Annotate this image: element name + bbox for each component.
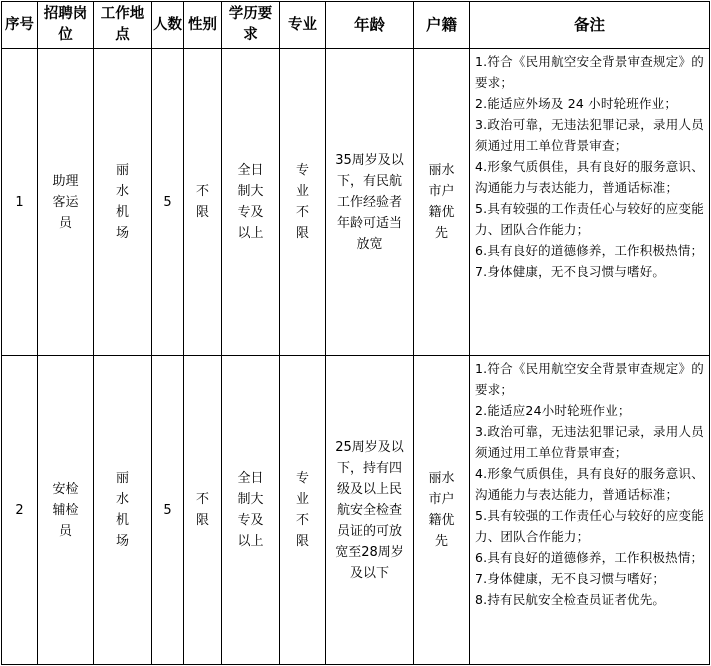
recruitment-table [1,1,710,665]
household-text: 丽水市户籍优先 [428,163,455,241]
major-text: 专业不限 [295,471,309,549]
cell-education [222,356,280,665]
cell-count: 5 [152,49,184,356]
header-household: 户籍 [414,2,470,49]
cell-household [414,356,470,665]
cell-major [280,356,326,665]
location-text: 丽水机场 [115,471,129,549]
cell-notes [470,49,710,356]
note-item: 4.形象气质俱佳，具有良好的服务意识、沟通能力与表达能力，普通话标准； [475,159,704,195]
cell-major [280,49,326,356]
cell-gender [184,356,222,665]
position-text: 安检辅检员 [52,481,79,539]
note-item: 7.身体健康，无不良习惯与嗜好； [475,571,666,586]
header-position: 招聘岗位 [38,2,94,49]
note-item: 3.政治可靠，无违法犯罪记录，录用人员须通过用工单位背景审查； [475,424,704,460]
cell-count: 5 [152,356,184,665]
cell-index: 2 [2,356,38,665]
major-text: 专业不限 [295,163,309,241]
note-item: 1.符合《民用航空安全背景审查规定》的要求； [475,54,704,90]
table-row [2,356,710,665]
cell-position [38,356,94,665]
education-text: 全日制大专及以上 [237,163,264,241]
note-item: 3.政治可靠，无违法犯罪记录，录用人员须通过用工单位背景审查； [475,117,704,153]
header-count: 人数 [152,2,184,49]
position-text: 助理客运员 [52,173,79,231]
header-education: 学历要求 [222,2,280,49]
cell-age [326,356,414,665]
header-major: 专业 [280,2,326,49]
table-row [2,49,710,356]
header-age: 年龄 [326,2,414,49]
cell-household [414,49,470,356]
cell-location [94,49,152,356]
cell-location [94,356,152,665]
cell-education [222,49,280,356]
age-text: 25周岁及以下，持有四级及以上民航安全检查员证的可放宽至28周岁及以下 [335,439,404,581]
header-notes: 备注 [470,2,710,49]
gender-text: 不限 [195,492,209,528]
note-item: 8.持有民航安全检查员证者优先。 [475,592,666,607]
location-text: 丽水机场 [115,163,129,241]
note-item: 2.能适应外场及 24 小时轮班作业； [475,96,678,111]
cell-position [38,49,94,356]
cell-index: 1 [2,49,38,356]
note-item: 5.具有较强的工作责任心与较好的应变能力、团队合作能力； [475,508,704,544]
header-gender: 性别 [184,2,222,49]
note-item: 6.具有良好的道德修养，工作积极热情； [475,243,704,258]
note-item: 6.具有良好的道德修养，工作积极热情； [475,550,704,565]
education-text: 全日制大专及以上 [237,471,264,549]
note-item: 1.符合《民用航空安全背景审查规定》的要求； [475,361,704,397]
gender-text: 不限 [195,184,209,220]
header-index: 序号 [2,2,38,49]
header-row [2,2,710,49]
header-location: 工作地点 [94,2,152,49]
note-item: 4.形象气质俱佳，具有良好的服务意识、沟通能力与表达能力，普通话标准； [475,466,704,502]
cell-notes [470,356,710,665]
cell-gender [184,49,222,356]
age-text: 35周岁及以下，有民航工作经验者年龄可适当放宽 [335,152,404,252]
cell-age [326,49,414,356]
note-item: 5.具有较强的工作责任心与较好的应变能力、团队合作能力； [475,201,704,237]
note-item: 7.身体健康，无不良习惯与嗜好。 [475,264,666,279]
note-item: 2.能适应24小时轮班作业； [475,403,631,418]
household-text: 丽水市户籍优先 [428,471,455,549]
